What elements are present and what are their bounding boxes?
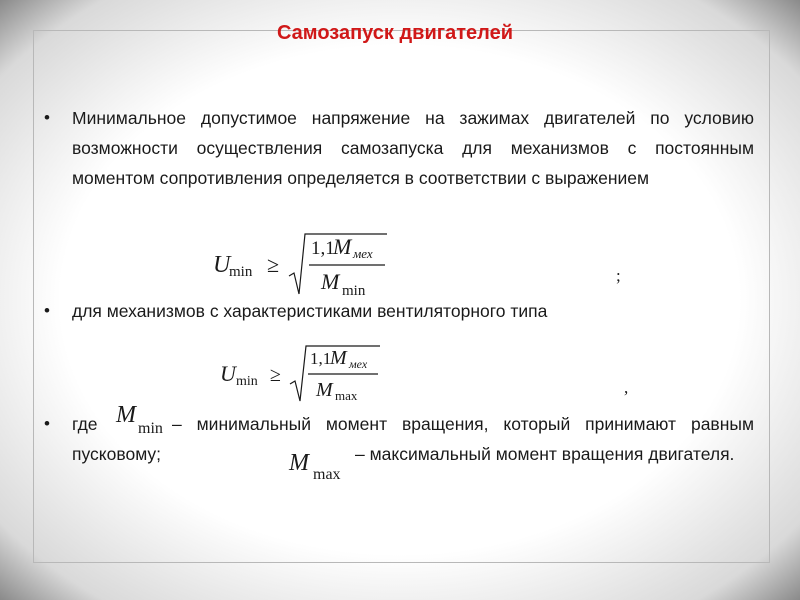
formula-fan-type-svg (212, 343, 402, 407)
formula-numerator-symbol: M (330, 347, 347, 369)
formula-lhs-symbol: U (220, 361, 236, 386)
bullet-marker: • (44, 301, 50, 320)
paragraph-definition-max: – максимальный момент вращения двигателя. (355, 444, 735, 464)
slide-title: Самозапуск двигателей (276, 22, 513, 44)
formula-numerator-subscript: мех (349, 357, 368, 371)
formula-fan-type (212, 343, 402, 407)
paragraph-min-voltage: Минимальное допустимое напряжение на зажимах двигателей по условию возможности осуществления самозапуска для механизмов с постоянным моментом сопротивления определяется в соответствии с выражением (72, 108, 754, 188)
formula-constant-torque (205, 232, 405, 302)
formula-denominator-symbol: M (316, 379, 333, 401)
formula-coefficient: 1,1 (310, 349, 332, 368)
bullet-marker: • (44, 108, 50, 127)
formula-lhs-subscript: min (236, 374, 258, 389)
bullet-marker: • (44, 414, 50, 433)
formula-denominator-subscript: min (342, 283, 366, 299)
formula-lhs-subscript: min (229, 264, 253, 280)
formula-denominator-subscript: max (335, 388, 358, 403)
formula-numerator-symbol: M (333, 234, 352, 259)
paragraph-fan-type: для механизмов с характеристиками вентиляторного типа (72, 301, 548, 321)
formula-coefficient: 1,1 (311, 238, 335, 259)
m-max-symbol: M (289, 450, 309, 476)
formula-lhs-symbol: U (213, 252, 231, 278)
formula-relation: ≥ (270, 364, 281, 386)
formula-denominator-symbol: M (321, 269, 340, 294)
formula-numerator-subscript: мех (353, 246, 373, 261)
formula-constant-torque-svg (205, 232, 405, 302)
formula-trailing-semicolon: ; (616, 266, 621, 285)
m-min-subscript: min (138, 420, 163, 437)
paragraph-definition-min: – минимальный момент вращения, который принимают равным пусковому; (72, 414, 754, 464)
formula-trailing-comma: , (624, 378, 629, 397)
m-min-symbol: M (116, 402, 136, 428)
m-max-subscript: max (313, 466, 341, 483)
where-word: где (72, 414, 98, 434)
formula-relation: ≥ (267, 252, 280, 277)
